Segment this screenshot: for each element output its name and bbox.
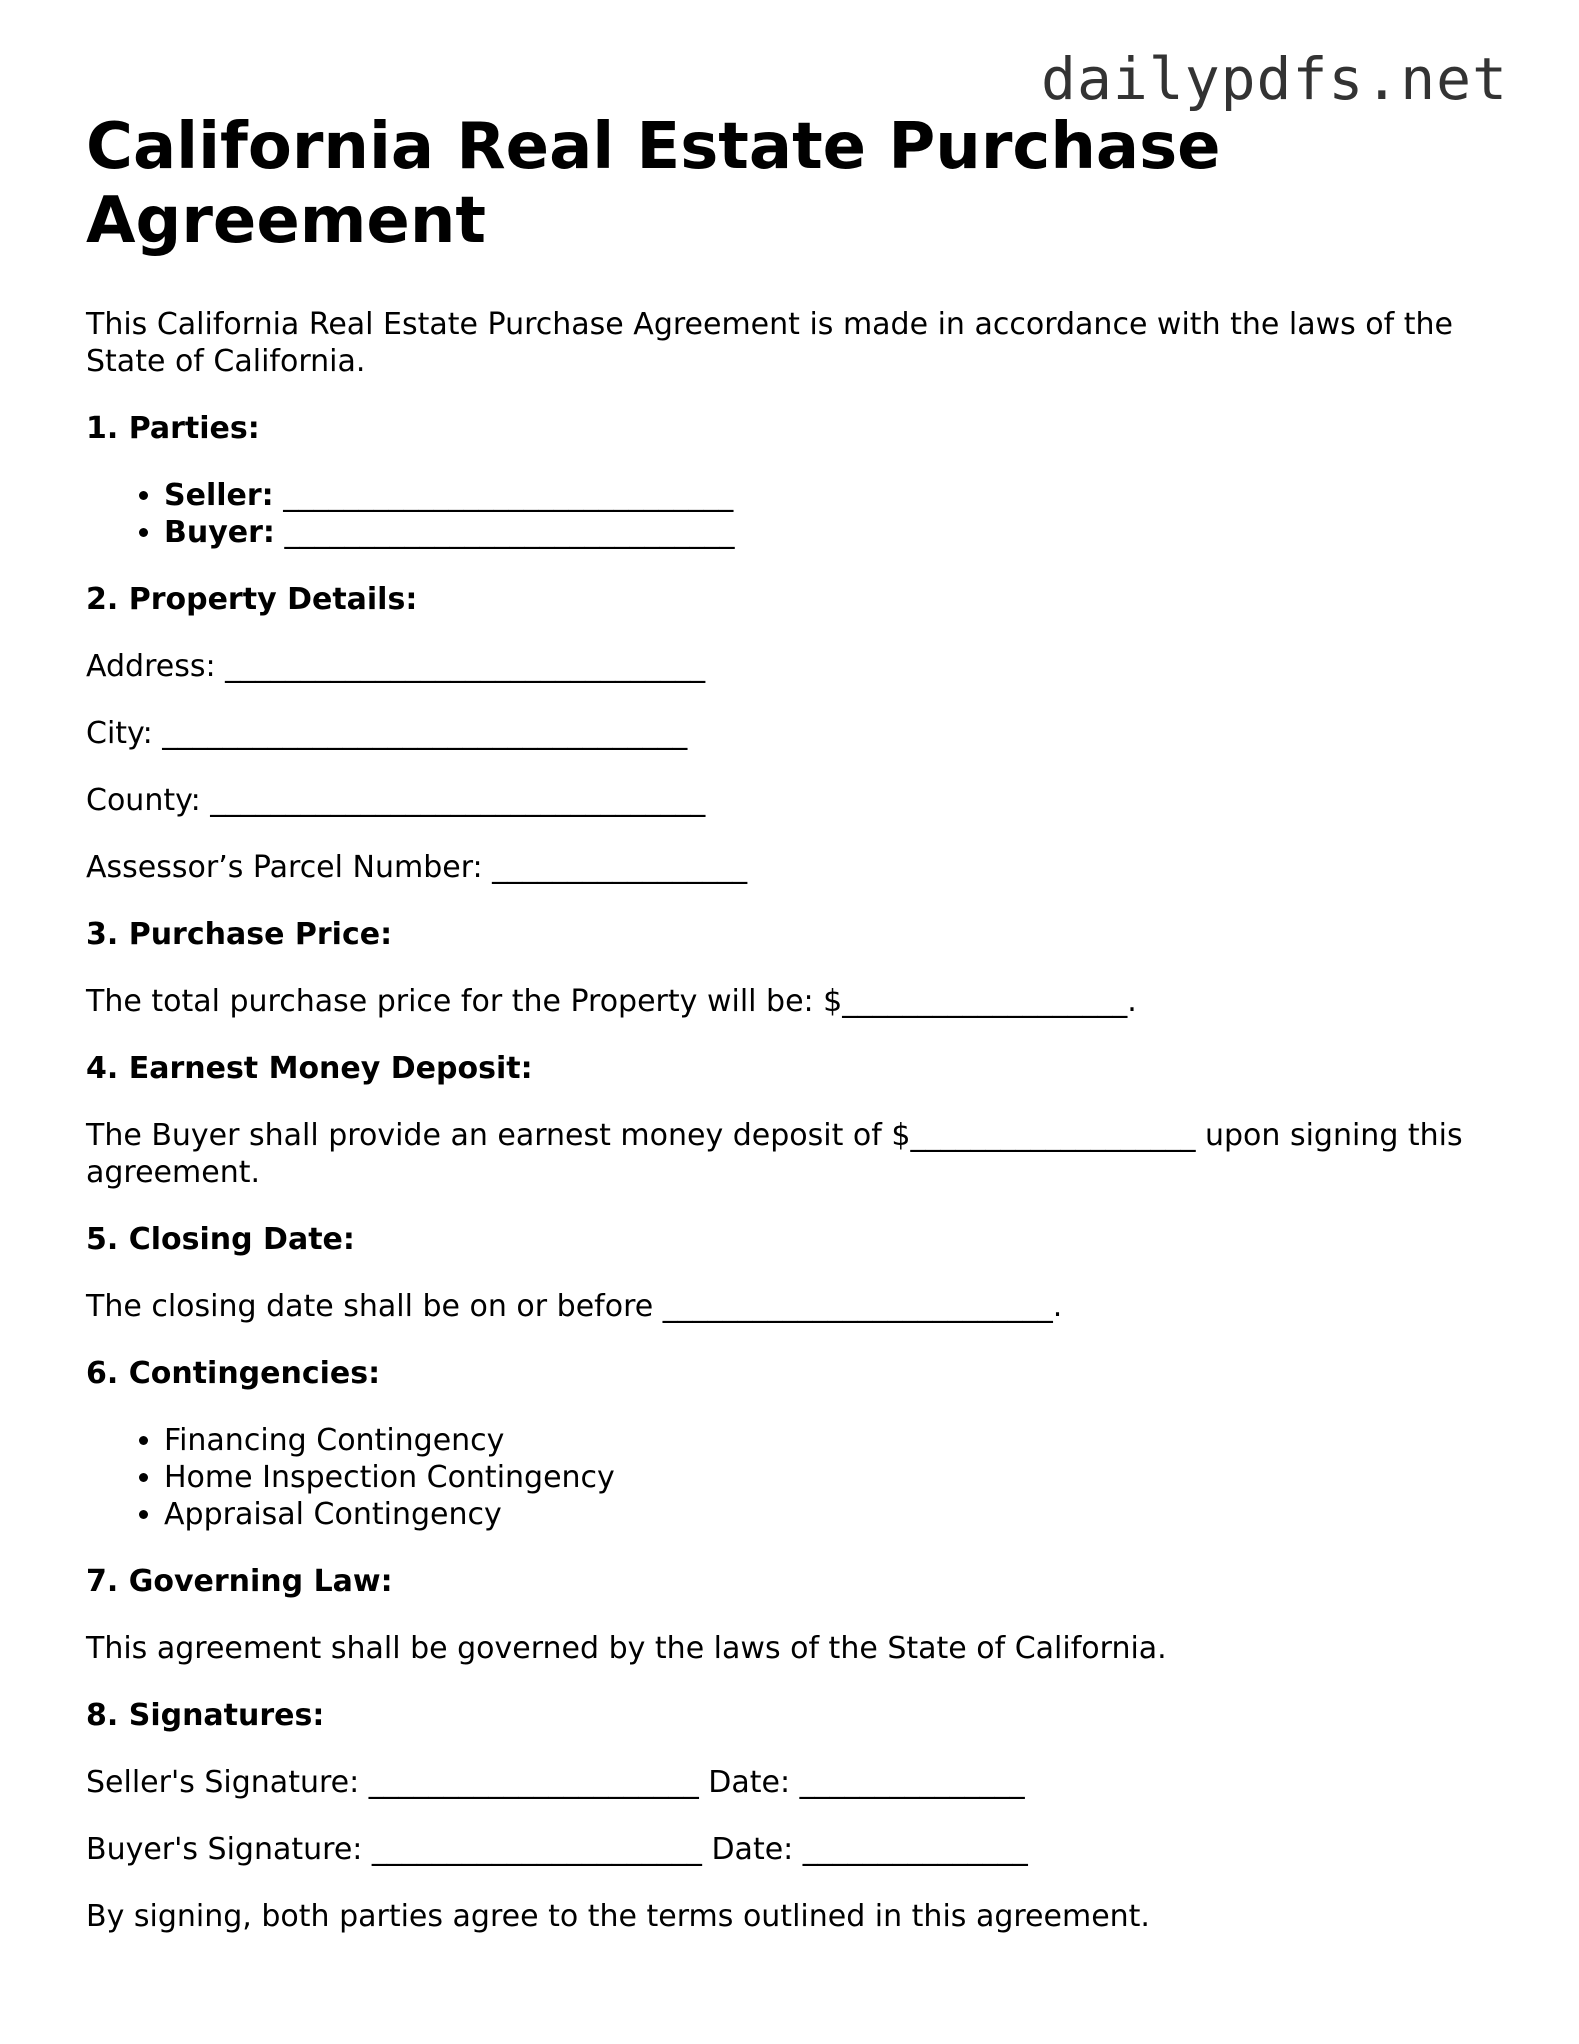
price-text: The total purchase price for the Property will be: $___________________. bbox=[86, 984, 1137, 1019]
seller-label: Seller: bbox=[164, 478, 274, 513]
list-item: • Financing Contingency bbox=[164, 1422, 1486, 1459]
address-line: Address: ________________________________ bbox=[86, 649, 706, 684]
document-body bbox=[86, 110, 1486, 1965]
law-heading: 7. Governing Law: bbox=[86, 1564, 393, 1599]
seller-item bbox=[164, 477, 1486, 514]
buyer-label: Buyer: bbox=[164, 515, 275, 550]
parties-heading: 1. Parties: bbox=[86, 411, 260, 446]
watermark: dailypdfs.net bbox=[1041, 45, 1508, 113]
agreement-closing-text: By signing, both parties agree to the terms outlined in this agreement. bbox=[86, 1899, 1150, 1934]
document-title: California Real Estate Purchase Agreement bbox=[86, 110, 1221, 258]
list-item: • Home Inspection Contingency bbox=[164, 1459, 1486, 1496]
law-text: This agreement shall be governed by the laws of the State of California. bbox=[86, 1631, 1167, 1666]
signatures-heading: 8. Signatures: bbox=[86, 1698, 325, 1733]
contingencies-list bbox=[86, 1422, 1486, 1533]
seller-blank: ______________________________ bbox=[283, 478, 734, 513]
list-item: • Appraisal Contingency bbox=[164, 1496, 1486, 1533]
apn-line: Assessor’s Parcel Number: _________________ bbox=[86, 850, 748, 885]
buyer-blank: ______________________________ bbox=[284, 515, 735, 550]
parties-list bbox=[86, 477, 1486, 551]
property-heading: 2. Property Details: bbox=[86, 582, 418, 617]
price-heading: 3. Purchase Price: bbox=[86, 917, 393, 952]
deposit-text: The Buyer shall provide an earnest money deposit of $___________________ upon signing this agreement. bbox=[86, 1118, 1463, 1190]
county-line: County: _________________________________ bbox=[86, 783, 706, 818]
closing-text: The closing date shall be on or before __________________________. bbox=[86, 1289, 1063, 1324]
deposit-heading: 4. Earnest Money Deposit: bbox=[86, 1051, 533, 1086]
closing-heading: 5. Closing Date: bbox=[86, 1222, 355, 1257]
city-line: City: ___________________________________ bbox=[86, 716, 688, 751]
seller-signature-line: Seller's Signature: ______________________ Date: _______________ bbox=[86, 1765, 1025, 1800]
intro-paragraph: This California Real Estate Purchase Agreement is made in accordance with the laws of the State of California. bbox=[86, 307, 1453, 379]
buyer-signature-line: Buyer's Signature: ______________________ Date: _______________ bbox=[86, 1832, 1028, 1867]
contingencies-heading: 6. Contingencies: bbox=[86, 1356, 381, 1391]
buyer-item bbox=[164, 514, 1486, 551]
